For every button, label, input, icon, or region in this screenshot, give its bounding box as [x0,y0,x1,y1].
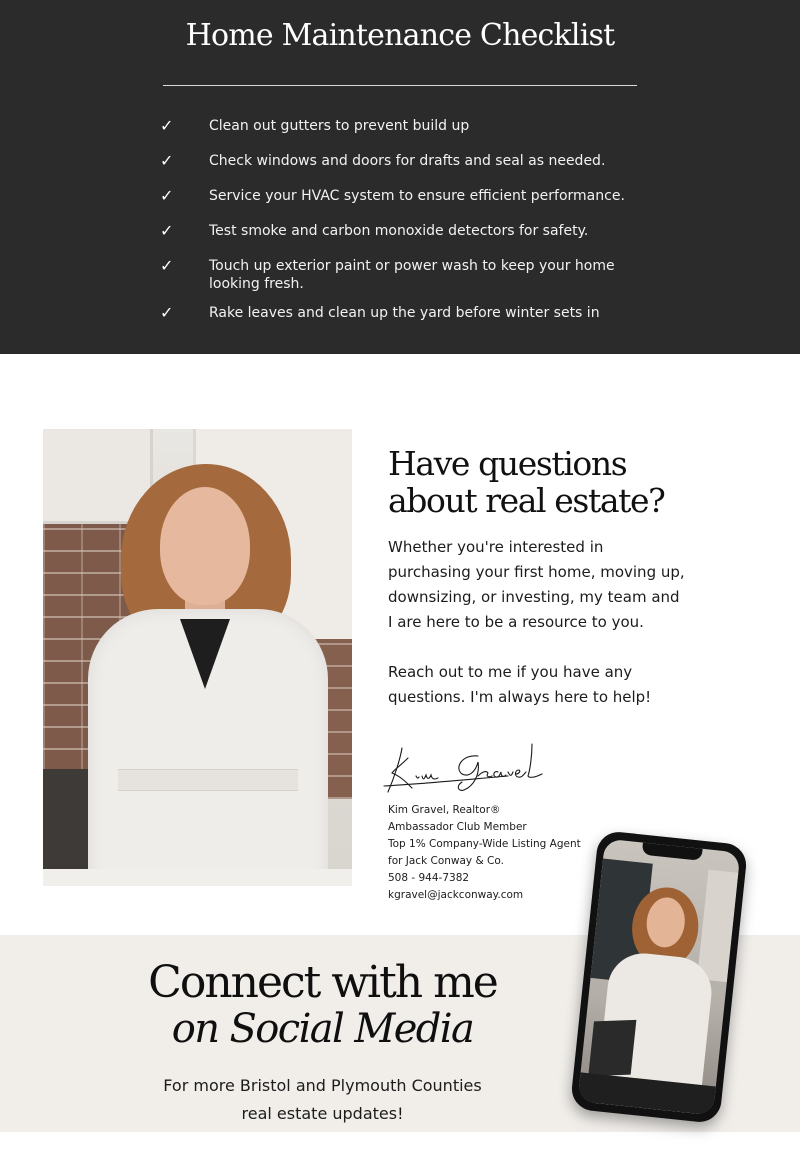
checklist-section [0,0,800,354]
checklist-item-text: Check windows and doors for drafts and seal as needed. [209,153,606,169]
check-icon: ✓ [160,221,174,240]
title-divider [163,85,637,86]
contact-company: for Jack Conway & Co. [388,855,504,867]
questions-heading-line1: Have questions [388,444,627,483]
contact-phone: 508 - 944-7382 [388,872,470,884]
checklist-item-text: Clean out gutters to prevent build up [209,118,470,134]
social-subtext [0,1072,645,1128]
checklist-item-text: Service your HVAC system to ensure efficient performance. [209,188,625,204]
social-subtext-line2: real estate updates! [241,1104,404,1123]
checklist-title: Home Maintenance Checklist [185,18,615,53]
check-icon: ✓ [160,186,174,205]
questions-block [388,445,718,710]
contact-info [388,802,608,904]
social-subtext-line1: For more Bristol and Plymouth Counties [163,1076,482,1095]
contact-club: Ambassador Club Member [388,821,527,833]
checklist-item-text: Rake leaves and clean up the yard before winter sets in [209,305,600,321]
questions-heading-line2: about real estate? [388,481,665,520]
contact-email: kgravel@jackconway.com [388,889,524,901]
contact-ranking: Top 1% Company-Wide Listing Agent [388,838,581,850]
intro-paragraph: Whether you're interested in purchasing your first home, moving up, downsizing, or investing, my team and I are here to be a resource to you. [388,538,685,631]
check-icon: ✓ [160,151,174,170]
contact-name: Kim Gravel, Realtor® [388,804,501,816]
checklist-item-text: Test smoke and carbon monoxide detectors for safety. [209,223,589,239]
checklist-item-text: Touch up exterior paint or power wash to keep your home looking fresh. [209,258,615,292]
questions-heading [388,445,718,519]
agent-photo [43,429,352,886]
phone-screen-photo [578,839,741,1116]
social-heading-italic: on Social Media [171,1006,474,1052]
check-icon: ✓ [160,116,174,135]
check-icon: ✓ [160,303,174,322]
check-icon: ✓ [160,256,174,275]
social-heading: Connect with me [148,957,497,1008]
reach-out-paragraph: Reach out to me if you have any questions. I'm always here to help! [388,663,652,706]
signature-image [382,740,552,800]
phone-mockup [570,830,748,1124]
